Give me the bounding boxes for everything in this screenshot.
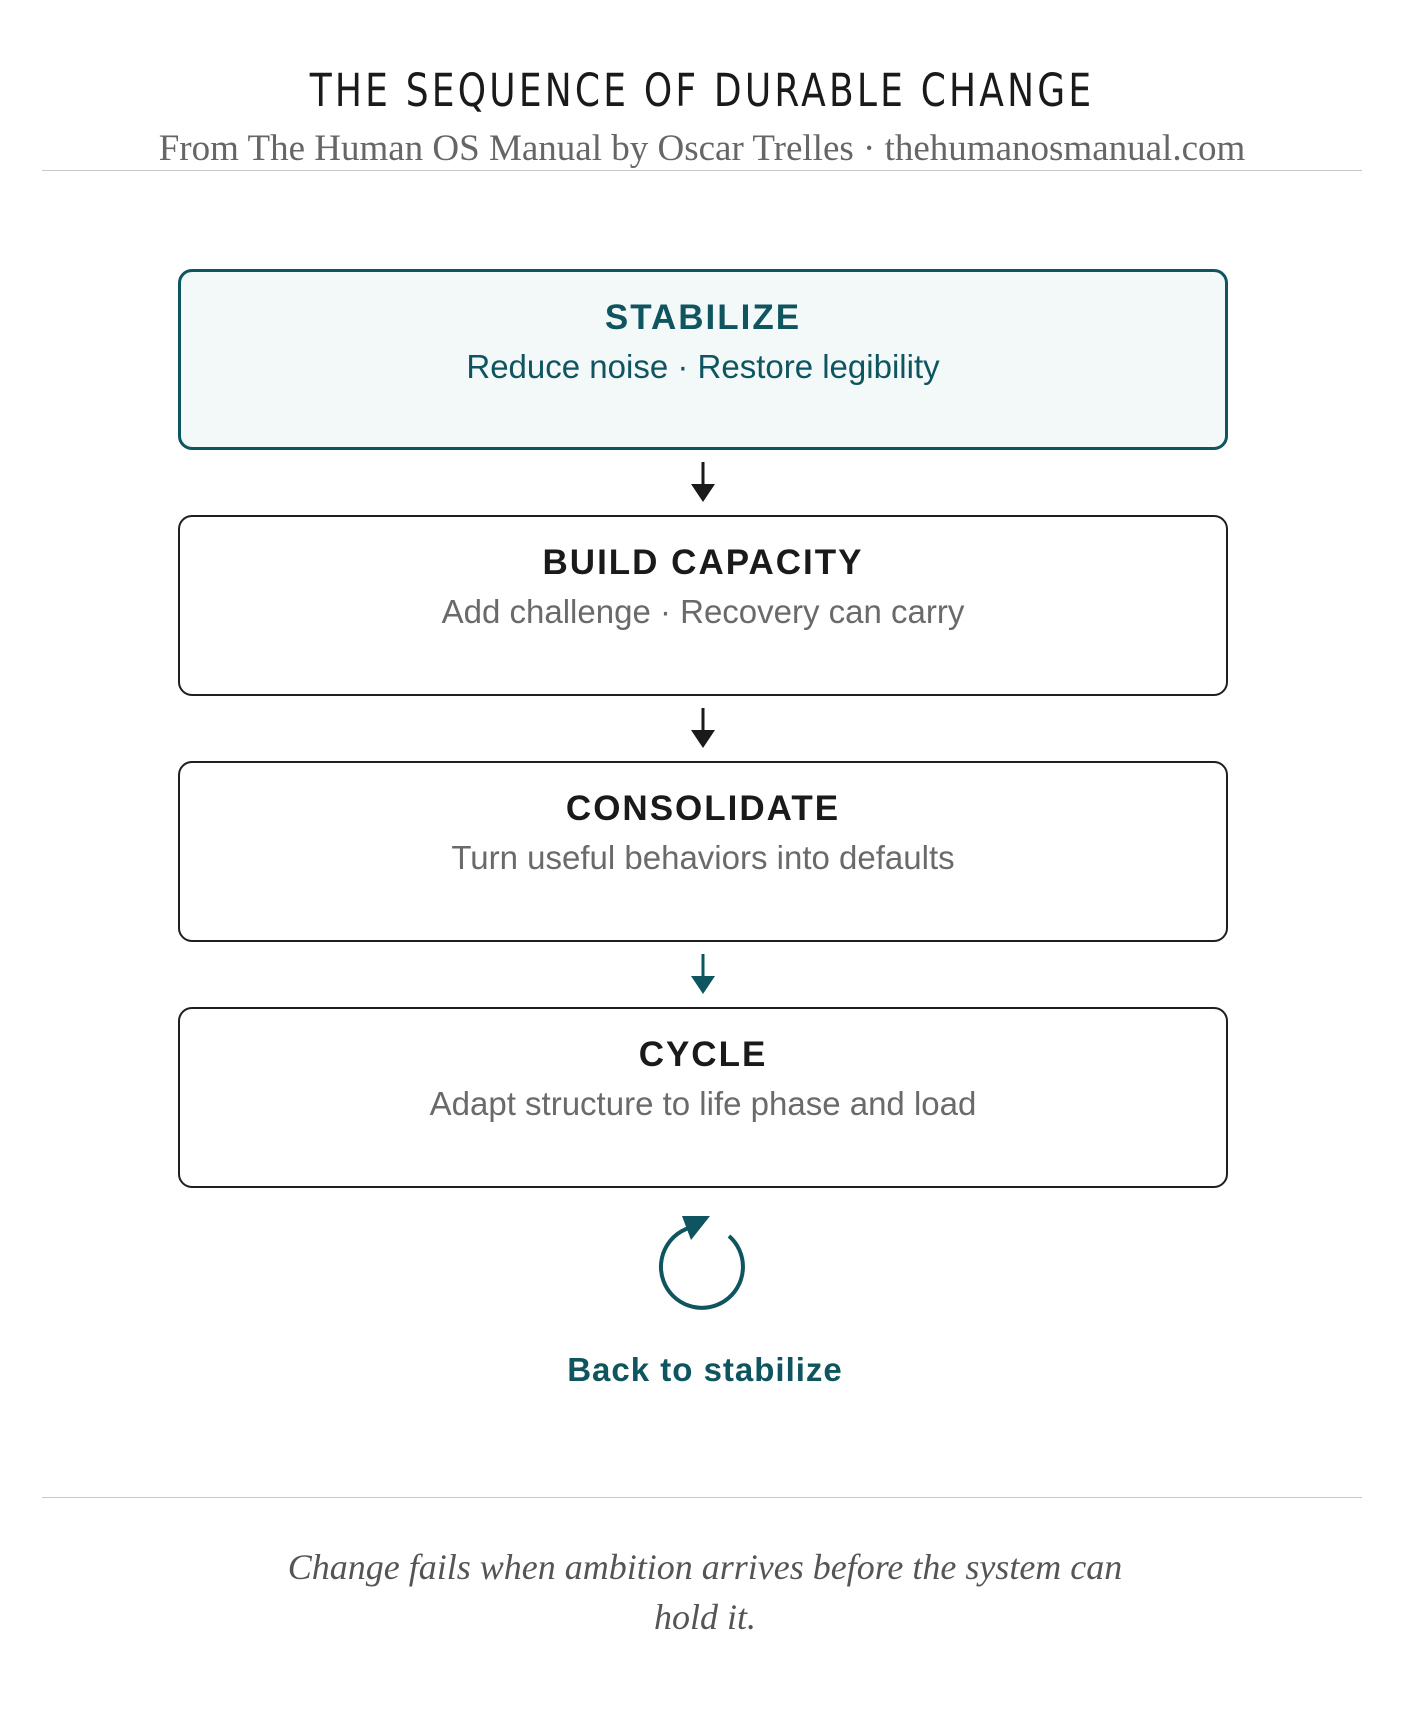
step-title: BUILD CAPACITY bbox=[542, 543, 864, 582]
step-description: Reduce noise · Restore legibility bbox=[466, 348, 940, 385]
connector-arrow bbox=[178, 942, 1228, 1007]
page-subtitle: From The Human OS Manual by Oscar Trelles · thehumanosmanual.com bbox=[158, 128, 1246, 169]
arrow-down-icon bbox=[688, 460, 718, 505]
connector-arrow bbox=[178, 450, 1228, 515]
footer-quote: Change fails when ambition arrives before the system can hold it. bbox=[287, 1547, 1123, 1637]
step-build-capacity bbox=[178, 515, 1228, 696]
step-description: Adapt structure to life phase and load bbox=[429, 1085, 977, 1122]
step-title: CYCLE bbox=[638, 1035, 768, 1074]
header bbox=[42, 0, 1362, 171]
step-cycle bbox=[178, 1007, 1228, 1188]
step-title: STABILIZE bbox=[604, 298, 802, 337]
cycle-arrow-icon bbox=[652, 1213, 758, 1319]
back-to-stabilize-label: Back to stabilize bbox=[567, 1351, 843, 1388]
step-description: Turn useful behaviors into defaults bbox=[451, 839, 955, 876]
step-stabilize bbox=[178, 269, 1228, 450]
step-title: CONSOLIDATE bbox=[565, 789, 841, 828]
step-consolidate bbox=[178, 761, 1228, 942]
step-description: Add challenge · Recovery can carry bbox=[441, 593, 965, 630]
page-title: THE SEQUENCE OF DURABLE CHANGE bbox=[309, 64, 1095, 117]
connector-arrow bbox=[178, 696, 1228, 761]
sequence-flow bbox=[178, 269, 1228, 1188]
arrow-down-icon bbox=[688, 952, 718, 997]
footer-divider bbox=[42, 1497, 1362, 1498]
arrow-down-icon bbox=[688, 706, 718, 751]
